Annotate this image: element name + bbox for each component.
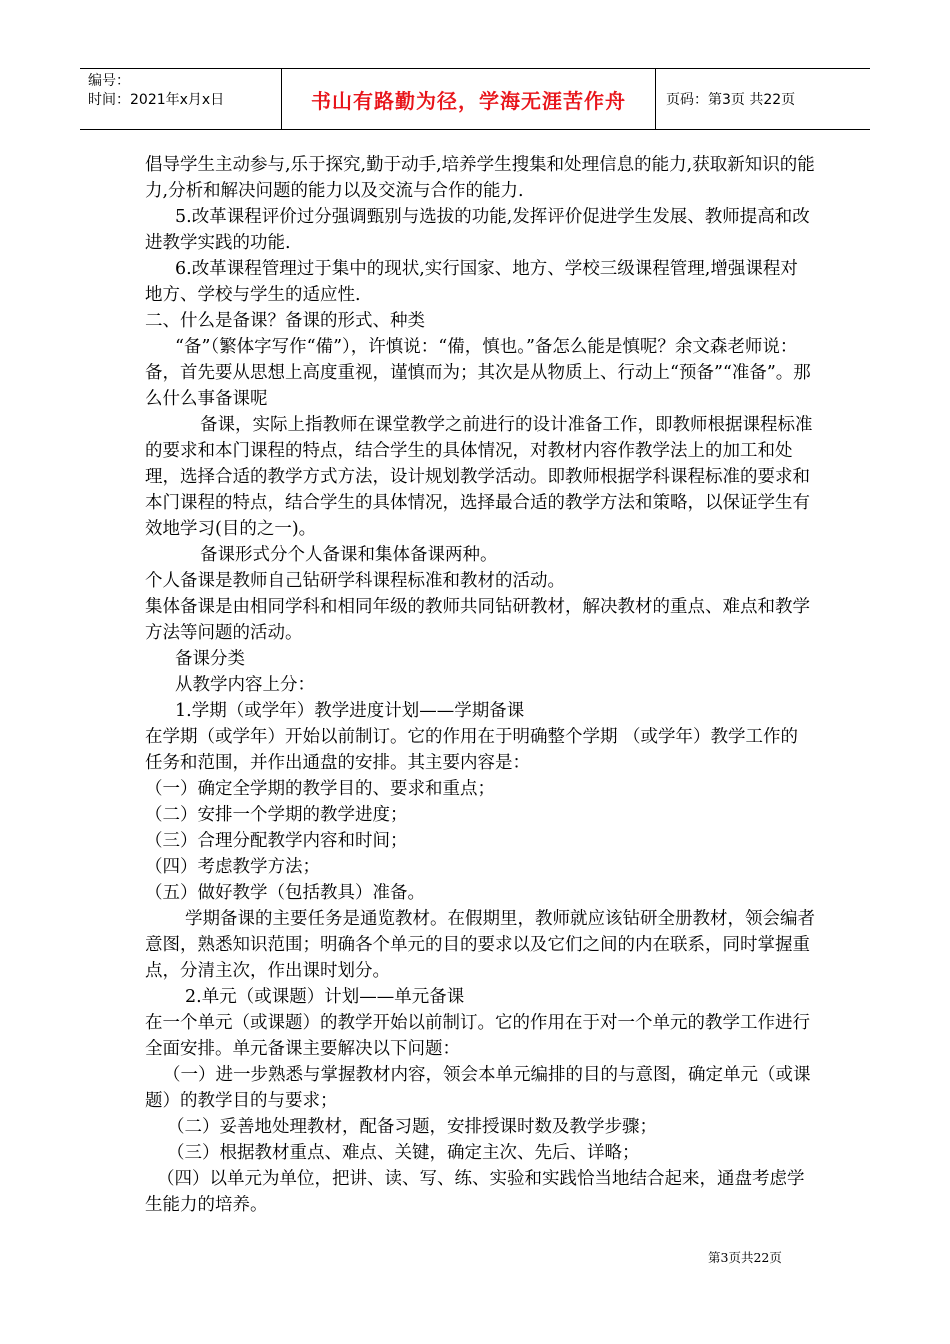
body-paragraph: 倡导学生主动参与,乐于探究,勤于动手,培养学生搜集和处理信息的能力,获取新知识的能力,分析和解决问题的能力以及交流与合作的能力.: [145, 155, 815, 201]
header-page-info: 页码：第3页 共22页: [666, 92, 796, 108]
body-paragraph: （一）确定全学期的教学目的、要求和重点；: [145, 779, 495, 799]
body-paragraph: （四）考虑教学方法；: [145, 857, 320, 877]
body-paragraph: （四）以单元为单位，把讲、读、写、练、实验和实践恰当地结合起来，通盘考虑学生能力的培养。: [145, 1169, 805, 1215]
document-number-label: 编号：: [88, 73, 130, 89]
body-paragraph: 备课形式分个人备课和集体备课两种。: [200, 545, 498, 565]
page-footer: 第3页共22页: [708, 1250, 782, 1265]
body-paragraph: 学期备课的主要任务是通览教材。在假期里，教师就应该钻研全册教材，领会编者意图，熟悉知识范围；明确各个单元的目的要求以及它们之间的内在联系，同时掌握重点，分清主次，作出课时划分。: [145, 909, 815, 981]
body-paragraph: 从教学内容上分：: [175, 675, 315, 695]
header-meta: [80, 69, 282, 129]
body-paragraph: 2.单元（或课题）计划——单元备课: [185, 987, 465, 1007]
document-body: [145, 152, 815, 1218]
body-paragraph: 二、什么是备课？备课的形式、种类: [145, 311, 425, 331]
body-paragraph: （二）妥善地处理教材，配备习题，安排授课时数及教学步骤；: [167, 1117, 657, 1137]
body-paragraph: 5.改革课程评价过分强调甄别与选拔的功能,发挥评价促进学生发展、教师提高和改进教学实践的功能.: [145, 207, 810, 253]
body-paragraph: （五）做好教学（包括教具）准备。: [145, 883, 425, 903]
body-paragraph: 1.学期（或学年）教学进度计划——学期备课: [175, 701, 525, 721]
body-paragraph: （三）根据教材重点、难点、关键，确定主次、先后、详略；: [167, 1143, 640, 1163]
body-paragraph: 在学期（或学年）开始以前制订。它的作用在于明确整个学期 （或学年）教学工作的任务和范围，并作出通盘的安排。其主要内容是：: [145, 727, 799, 773]
body-paragraph: “备”（繁体字写作“備”），许慎说：“備，慎也。”备怎么能是慎呢？余文森老师说：备，首先要从思想上高度重视，谨慎而为；其次是从物质上、行动上“预备”“准备”。那么什么事备课呢: [145, 337, 811, 409]
body-paragraph: 集体备课是由相同学科和相同年级的教师共同钻研教材，解决教材的重点、难点和教学方法等问题的活动。: [145, 597, 810, 643]
body-paragraph: 6.改革课程管理过于集中的现状,实行国家、地方、学校三级课程管理,增强课程对地方、学校与学生的适应性.: [145, 259, 798, 305]
header-motto: 书山有路勤为径，学海无涯苦作舟: [282, 69, 656, 129]
body-paragraph: （二）安排一个学期的教学进度；: [145, 805, 408, 825]
body-paragraph: （三）合理分配教学内容和时间；: [145, 831, 408, 851]
body-paragraph: （一）进一步熟悉与掌握教材内容，领会本单元编排的目的与意图，确定单元（或课题）的教学目的与要求；: [145, 1065, 811, 1111]
document-time-label: 时间：2021年x月x日: [88, 92, 225, 108]
body-paragraph: 在一个单元（或课题）的教学开始以前制订。它的作用在于对一个单元的教学工作进行全面安排。单元备课主要解决以下问题：: [145, 1013, 810, 1059]
page-header: [80, 68, 870, 130]
body-paragraph: 个人备课是教师自己钻研学科课程标准和教材的活动。: [145, 571, 565, 591]
body-paragraph: 备课分类: [175, 649, 245, 669]
body-paragraph: 备课，实际上指教师在课堂教学之前进行的设计准备工作，即教师根据课程标准的要求和本门课程的特点，结合学生的具体情况，对教材内容作教学法上的加工和处理，选择合适的教学方式方法，设计规划教学活动。即教师根据学科课程标准的要求和本门课程的特点，结合学生的具体情况，选择最合适的教学方法和策略，以保证学生有效地学习(目的之一)。: [145, 415, 813, 539]
